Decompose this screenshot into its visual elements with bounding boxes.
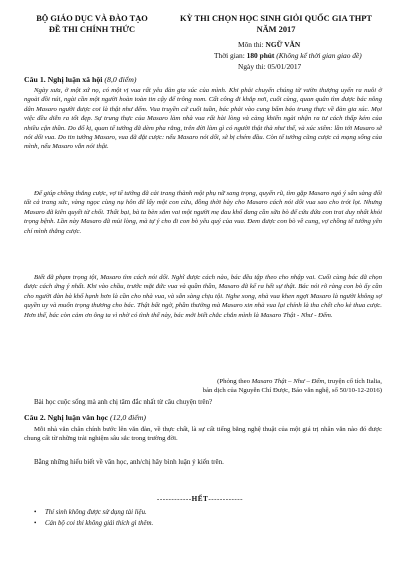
end-dashes-left: ------------ xyxy=(156,495,192,503)
story-paragraph-1: Ngày xưa, ở một xứ nọ, có một vị vua rất yêu đàn gia súc của mình. Khi phải chuyển chúng từ vườn thượng uyển ra nuôi ở ngoài đồi núi, ngài cần một người hoàn toàn tin cậy để trông nom. Cất công đi khắp nơi, cuối cùng, quan quân tìm được bác nông dân Masaro người được coi là thật như đếm. Vua truyền cứ cuối tuần, bác phải vào cung bẩm báo trung thực về đàn gia súc. Mọi việc đều diễn ra tốt đẹp. Sự trung thực của Masaro làm nhà vua rất hài lòng và càng khiến ngài nhận ra tư cách thấp kém của nhiều cận thần. Do đố kị, quan tể tướng đã dèm pha rằng, trên đời làm gì có người thật thà như thế, và xúc xiểm: lần tới Masaro sẽ nói dối vua. Do tin tưởng Masaro, vua đã đặt cược: nếu Masaro nói dối, sẽ bị chém đầu. Còn tể tướng cũng cược cả mạng sống của mình, nếu Masaro vẫn nói thật. xyxy=(24,87,382,151)
end-marker xyxy=(0,495,400,503)
question-1-prompt: Bài học cuộc sống mà anh chị tâm đắc nhất từ câu chuyện trên? xyxy=(34,398,213,406)
note-item: • Thí sinh không được sử dụng tài liệu. xyxy=(34,507,153,518)
time-line xyxy=(214,50,384,61)
question-2-title xyxy=(24,413,146,422)
subject-line xyxy=(214,39,384,50)
story-source xyxy=(56,377,382,396)
exam-meta xyxy=(214,39,384,72)
exam-date: Ngày thi: 05/01/2017 xyxy=(238,62,302,71)
end-dashes-right: ------------ xyxy=(208,495,244,503)
exam-title: KỲ THI CHỌN HỌC SINH GIỎI QUỐC GIA THPT xyxy=(180,14,372,23)
exam-year: NĂM 2017 xyxy=(256,25,296,34)
subject-label: Môn thi: xyxy=(238,40,266,49)
time-label: Thời gian: xyxy=(214,51,247,60)
time-value: 180 phút xyxy=(246,51,275,60)
question-2-heading: Câu 2. Nghị luận văn học xyxy=(24,413,109,422)
question-2-quote: Mỗi nhà văn chân chính bước lên văn đàn, về thực chất, là sự cất tiếng bằng nghệ thuật của một giá trị nhân văn nào đó được chung cất từ những trải nghiệm sâu sắc trong trường đời. xyxy=(24,426,382,443)
source-title: Masaro Thật – Như – Đếm xyxy=(251,378,325,385)
story-paragraph-2: Để giúp chồng thắng cược, vợ tể tướng đã cải trang thành một phụ nữ sang trọng, quyến rũ, tìm gặp Masaro ngỏ ý sẵn sàng đổi tất cả trang sức, vàng ngọc cùng nụ hôn để lấy một con cừu, đồng thời bày cho Masaro cách nói dối vua sao cho trót lọt. Nhưng Masaro đã kiên quyết từ chối. Thất bại, bà ta bèn sắm vai một người mẹ đau khổ đang cần sữa bò để cứu đứa con trai duy nhất khỏi trọng bệnh. Lần này Masaro đã mủi lòng, mà tự ý cho đi con bò yêu quý của vua. Đem được con bò về cung, vợ chồng tể tướng yên chí mình thắng cược. xyxy=(24,190,382,235)
exam-notes xyxy=(34,507,153,529)
source-prefix: (Phỏng theo xyxy=(217,378,252,385)
ministry-header xyxy=(28,13,156,35)
exam-title-block xyxy=(176,13,376,35)
question-1-title xyxy=(24,75,136,84)
time-note: (Không kể thời gian giao đề) xyxy=(274,51,362,60)
question-1-points: (8,0 điểm) xyxy=(102,75,137,84)
official-exam-label: ĐỀ THI CHÍNH THỨC xyxy=(48,25,136,34)
source-suffix: , truyện cổ tích Italia, xyxy=(324,378,382,385)
story-paragraph-3: Biết đã phạm trọng tội, Masaro tìm cách nói dối. Nghĩ được cách nào, bác đều tập theo cho nhập vai. Cuối cùng bác đã chọn được cách ứng ý nhất. Khi vào chầu, trước mặt đức vua và quần thần, Masaro đã kể ra hết sự thật. Bác nói rõ ràng con bò ấy cần cho người đàn bà khổ hạnh hơn là cần cho nhà vua, và sẵn sàng chịu tội. Nghe xong, nhà vua khen ngợi Masaro là người không sợ quyền uy và muốn trọng thương cho bác. Thật bất ngờ, phần thưởng mà Masaro xin nhà vua lại chính là tha chết cho kẻ thua cược. Hơn thế, bác còn cảm ơn ông ta vì nhờ có tình thế này, bác mới biết chắc chắn mình là Masaro Thật - Như - Đếm. xyxy=(24,274,382,319)
note-item: • Cán bộ coi thi không giải thích gì thêm. xyxy=(34,518,153,529)
question-2-prompt: Bằng những hiểu biết về văn học, anh/chị hãy bình luận ý kiến trên. xyxy=(34,458,224,466)
question-2-points: (12,0 điểm) xyxy=(108,413,146,422)
end-text: HẾT xyxy=(191,495,209,503)
source-translation: bản dịch của Nguyễn Chí Được, Báo văn nghệ, số 50/10-12-2016) xyxy=(202,387,382,395)
subject-value: NGỮ VĂN xyxy=(265,40,301,49)
ministry-name: BỘ GIÁO DỤC VÀ ĐÀO TẠO xyxy=(36,14,148,23)
question-1-heading: Câu 1. Nghị luận xã hội xyxy=(24,75,103,84)
